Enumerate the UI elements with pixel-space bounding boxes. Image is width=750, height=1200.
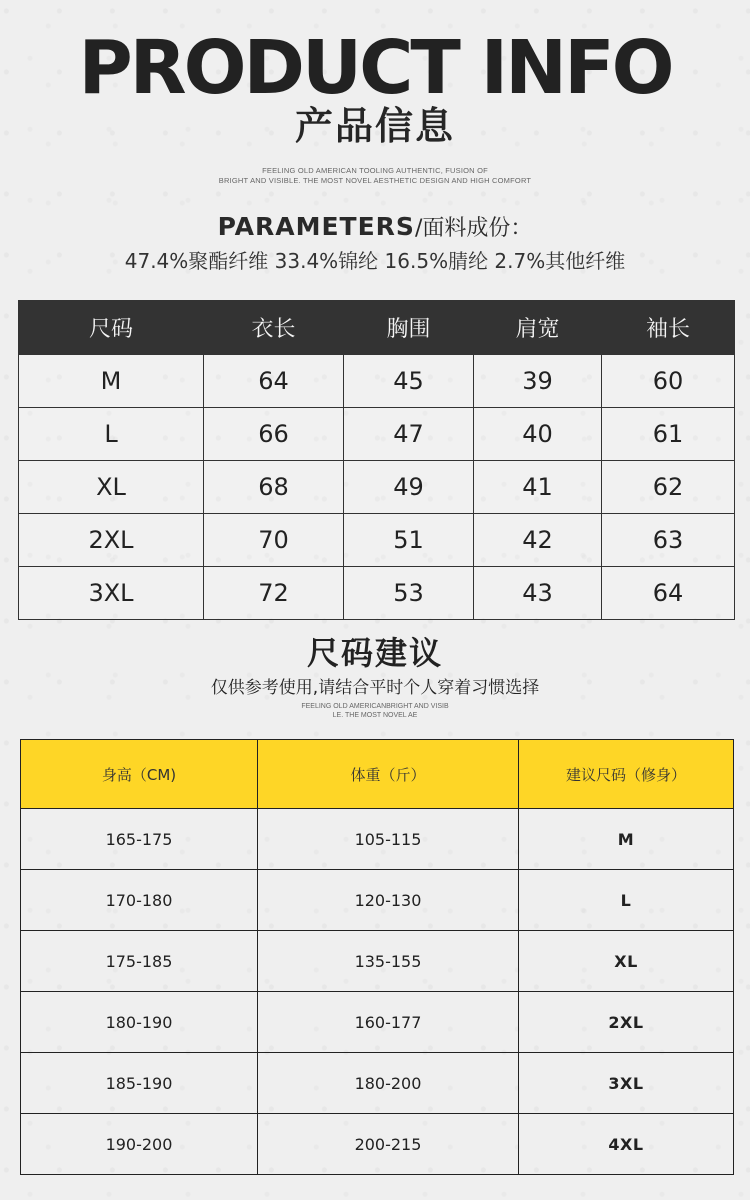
weight-cell: 105-115 — [258, 809, 519, 870]
shoulder-cell: 41 — [474, 461, 602, 514]
length-cell: 70 — [204, 514, 344, 567]
parameters-heading-cn: /面料成份： — [414, 216, 533, 241]
page-subtitle: 产品信息 — [294, 104, 455, 148]
size-table-header-sleeve: 袖长 — [602, 301, 735, 355]
size-table-header-length: 衣长 — [204, 301, 344, 355]
table-row — [19, 355, 735, 408]
size-suggestion-note-line-1: FEELING OLD AMERICANBRIGHT AND VISIB — [301, 703, 449, 710]
sleeve-cell: 61 — [602, 408, 735, 461]
size-suggestion-subtitle: 仅供参考使用,请结合平时个人穿着习惯选择 — [210, 678, 540, 698]
size-table-header-chest: 胸围 — [344, 301, 474, 355]
shoulder-cell: 42 — [474, 514, 602, 567]
table-row — [19, 408, 735, 461]
recommended-size-cell: XL — [519, 931, 734, 992]
length-cell: 72 — [204, 567, 344, 620]
table-row — [21, 992, 734, 1053]
table-row — [21, 1053, 734, 1114]
shoulder-cell: 43 — [474, 567, 602, 620]
shoulder-cell: 39 — [474, 355, 602, 408]
recommended-size-cell: L — [519, 870, 734, 931]
size-table-header-size: 尺码 — [19, 301, 204, 355]
page-title: PRODUCT INFO — [78, 25, 672, 111]
weight-header: 体重（斤） — [258, 740, 519, 809]
fabric-composition: 47.4%聚酯纤维 33.4%锦纶 16.5%腈纶 2.7%其他纤维 — [124, 249, 626, 273]
weight-cell: 135-155 — [258, 931, 519, 992]
chest-cell: 49 — [344, 461, 474, 514]
length-cell: 64 — [204, 355, 344, 408]
size-cell: L — [19, 408, 204, 461]
size-measurement-table — [18, 300, 735, 620]
recommended-size-cell: M — [519, 809, 734, 870]
size-suggestion-title: 尺码建议 — [306, 634, 443, 672]
tagline-line-2: BRIGHT AND VISIBLE. THE MOST NOVEL AESTHETIC DESIGN AND HIGH COMFORT — [218, 176, 532, 185]
weight-cell: 200-215 — [258, 1114, 519, 1175]
recommended-size-header: 建议尺码（修身） — [519, 740, 734, 809]
chest-cell: 53 — [344, 567, 474, 620]
size-cell: M — [19, 355, 204, 408]
parameters-heading-en: PARAMETERS — [217, 212, 415, 241]
table-row — [19, 514, 735, 567]
tagline-line-1: FEELING OLD AMERICAN TOOLING AUTHENTIC, FUSION OF — [262, 166, 488, 175]
table-row — [21, 1114, 734, 1175]
table-row — [21, 809, 734, 870]
size-recommendation-table — [20, 739, 734, 1175]
size-table-header-shoulder: 肩宽 — [474, 301, 602, 355]
table-row — [19, 567, 735, 620]
shoulder-cell: 40 — [474, 408, 602, 461]
length-cell: 66 — [204, 408, 344, 461]
height-cell: 185-190 — [21, 1053, 258, 1114]
height-cell: 165-175 — [21, 809, 258, 870]
height-cell: 190-200 — [21, 1114, 258, 1175]
table-row — [19, 461, 735, 514]
height-cell: 175-185 — [21, 931, 258, 992]
chest-cell: 45 — [344, 355, 474, 408]
recommended-size-cell: 4XL — [519, 1114, 734, 1175]
chest-cell: 51 — [344, 514, 474, 567]
sleeve-cell: 63 — [602, 514, 735, 567]
size-cell: XL — [19, 461, 204, 514]
weight-cell: 120-130 — [258, 870, 519, 931]
recommend-table-header-row — [21, 740, 734, 809]
table-row — [21, 931, 734, 992]
height-header: 身高（CM) — [21, 740, 258, 809]
weight-cell: 180-200 — [258, 1053, 519, 1114]
size-table-header-row — [19, 301, 735, 355]
height-cell: 170-180 — [21, 870, 258, 931]
size-cell: 3XL — [19, 567, 204, 620]
height-cell: 180-190 — [21, 992, 258, 1053]
weight-cell: 160-177 — [258, 992, 519, 1053]
parameters-heading — [0, 210, 750, 246]
length-cell: 68 — [204, 461, 344, 514]
recommended-size-cell: 3XL — [519, 1053, 734, 1114]
table-row — [21, 870, 734, 931]
recommended-size-cell: 2XL — [519, 992, 734, 1053]
sleeve-cell: 62 — [602, 461, 735, 514]
size-cell: 2XL — [19, 514, 204, 567]
sleeve-cell: 60 — [602, 355, 735, 408]
chest-cell: 47 — [344, 408, 474, 461]
size-suggestion-note-line-2: LE. THE MOST NOVEL AE — [332, 712, 418, 719]
sleeve-cell: 64 — [602, 567, 735, 620]
